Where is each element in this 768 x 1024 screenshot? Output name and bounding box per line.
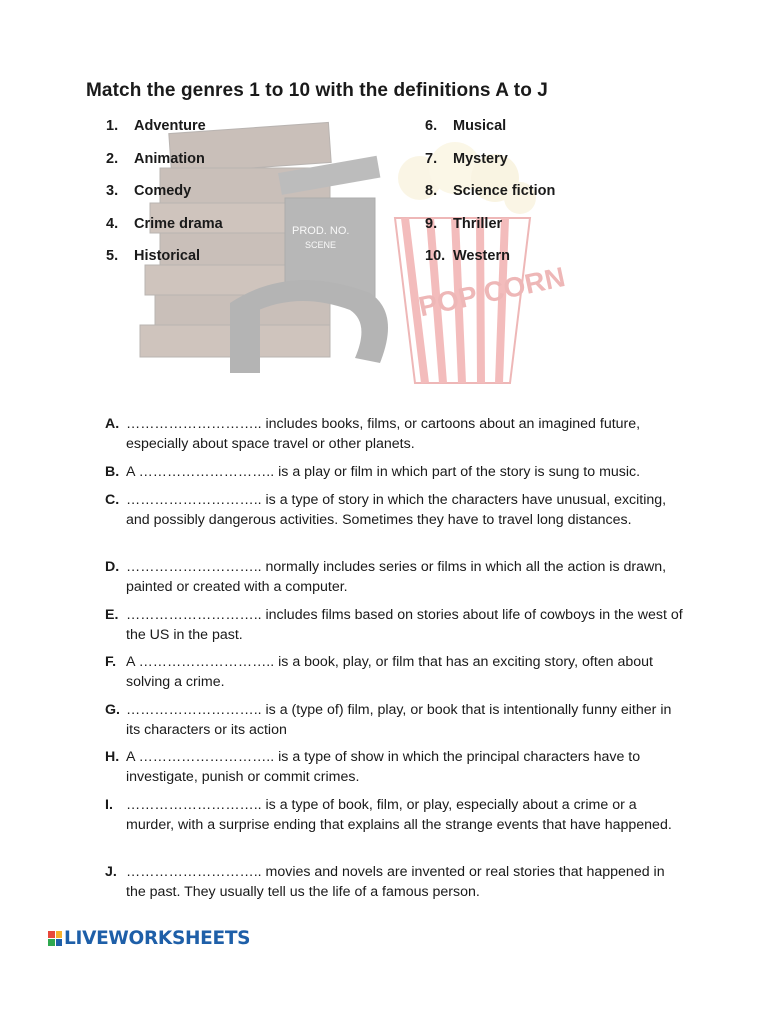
definition-item xyxy=(105,796,685,835)
definition-item xyxy=(105,863,685,902)
genre-name: Western xyxy=(453,248,510,264)
logo-square-yellow xyxy=(56,931,63,938)
genre-name: Mystery xyxy=(453,150,508,167)
definition-letter: G. xyxy=(105,702,120,718)
genre-number: 4. xyxy=(106,215,119,232)
definition-item xyxy=(105,748,685,787)
genre-number: 6. xyxy=(425,118,438,134)
definition-letter: I. xyxy=(105,797,113,813)
genre-name: Comedy xyxy=(134,183,192,199)
logo-square-blue xyxy=(56,939,63,946)
definition-letter: F. xyxy=(105,654,117,670)
definition-item xyxy=(105,415,685,454)
definition-text: ……………………….. is a type of story in which the characters have unusual, exciting, and possibly dangerous activities. Sometimes they have to travel long distances. xyxy=(126,492,667,528)
clapper-label-scene: SCENE xyxy=(305,240,337,250)
genre-name: Adventure xyxy=(134,118,206,134)
definition-text: ……………………….. is a type of book, film, or play, especially about a crime or a murder, with a surprise ending that explains all the strange events that have happened. xyxy=(126,797,672,833)
genre-number: 9. xyxy=(425,215,438,232)
genre-name: Crime drama xyxy=(134,215,223,232)
definition-letter: E. xyxy=(105,607,119,623)
genre-name: Science fiction xyxy=(453,183,556,199)
definition-item xyxy=(105,653,685,692)
logo-text: LIVEWORKSHEETS xyxy=(64,927,251,949)
genre-name: Thriller xyxy=(453,215,503,232)
definition-letter: D. xyxy=(105,559,120,575)
definition-letter: J. xyxy=(105,864,117,880)
definition-item xyxy=(105,463,685,483)
clapper-label-prod: PROD. NO. xyxy=(292,225,350,237)
genre-number: 8. xyxy=(425,183,438,199)
definition-text: ……………………….. normally includes series or films in which all the action is drawn, painted or created with a computer. xyxy=(126,559,667,595)
genre-name: Historical xyxy=(134,248,201,264)
definition-item xyxy=(105,606,685,645)
genre-number: 10. xyxy=(425,248,446,264)
definition-letter: H. xyxy=(105,749,120,765)
definition-item xyxy=(105,701,685,740)
definition-item xyxy=(105,491,685,530)
definition-text: ……………………….. is a (type of) film, play, or book that is intentionally funny either in its characters or its action xyxy=(126,702,672,738)
genre-number: 1. xyxy=(106,118,119,134)
definition-item xyxy=(105,558,685,597)
definition-text: ……………………….. movies and novels are invented or real stories that happened in the past. They usually tell us the life of a famous person. xyxy=(126,864,665,900)
popcorn-label: POP CORN xyxy=(415,261,568,323)
definition-letter: C. xyxy=(105,492,120,508)
definition-text: A ……………………….. is a book, play, or film that has an exciting story, often about solving a crime. xyxy=(126,654,653,690)
logo-square-green xyxy=(48,939,55,946)
definition-text: A ……………………….. is a type of show in which the principal characters have to investigate, punish or commit crimes. xyxy=(126,749,641,785)
logo-grid-icon xyxy=(48,931,62,946)
liveworksheets-logo[interactable] xyxy=(48,927,250,949)
clapperboard-image xyxy=(278,156,380,298)
worksheet-title: Match the genres 1 to 10 with the definitions A to J xyxy=(86,80,548,101)
logo-square-red xyxy=(48,931,55,938)
definition-text: A ……………………….. is a play or film in which part of the story is sung to music. xyxy=(126,464,641,480)
genre-number: 3. xyxy=(106,183,119,199)
genre-number: 5. xyxy=(106,248,119,264)
definition-text: ……………………….. includes books, films, or cartoons about an imagined future, especially about space travel or other planets. xyxy=(126,416,641,452)
genre-number: 7. xyxy=(425,150,438,167)
definition-letter: A. xyxy=(105,416,120,432)
genre-name: Musical xyxy=(453,118,507,134)
definition-letter: B. xyxy=(105,464,120,480)
genre-number: 2. xyxy=(106,150,119,167)
definition-text: ……………………….. includes films based on stories about life of cowboys in the west of the US in the past. xyxy=(126,607,683,643)
genre-name: Animation xyxy=(134,150,205,167)
